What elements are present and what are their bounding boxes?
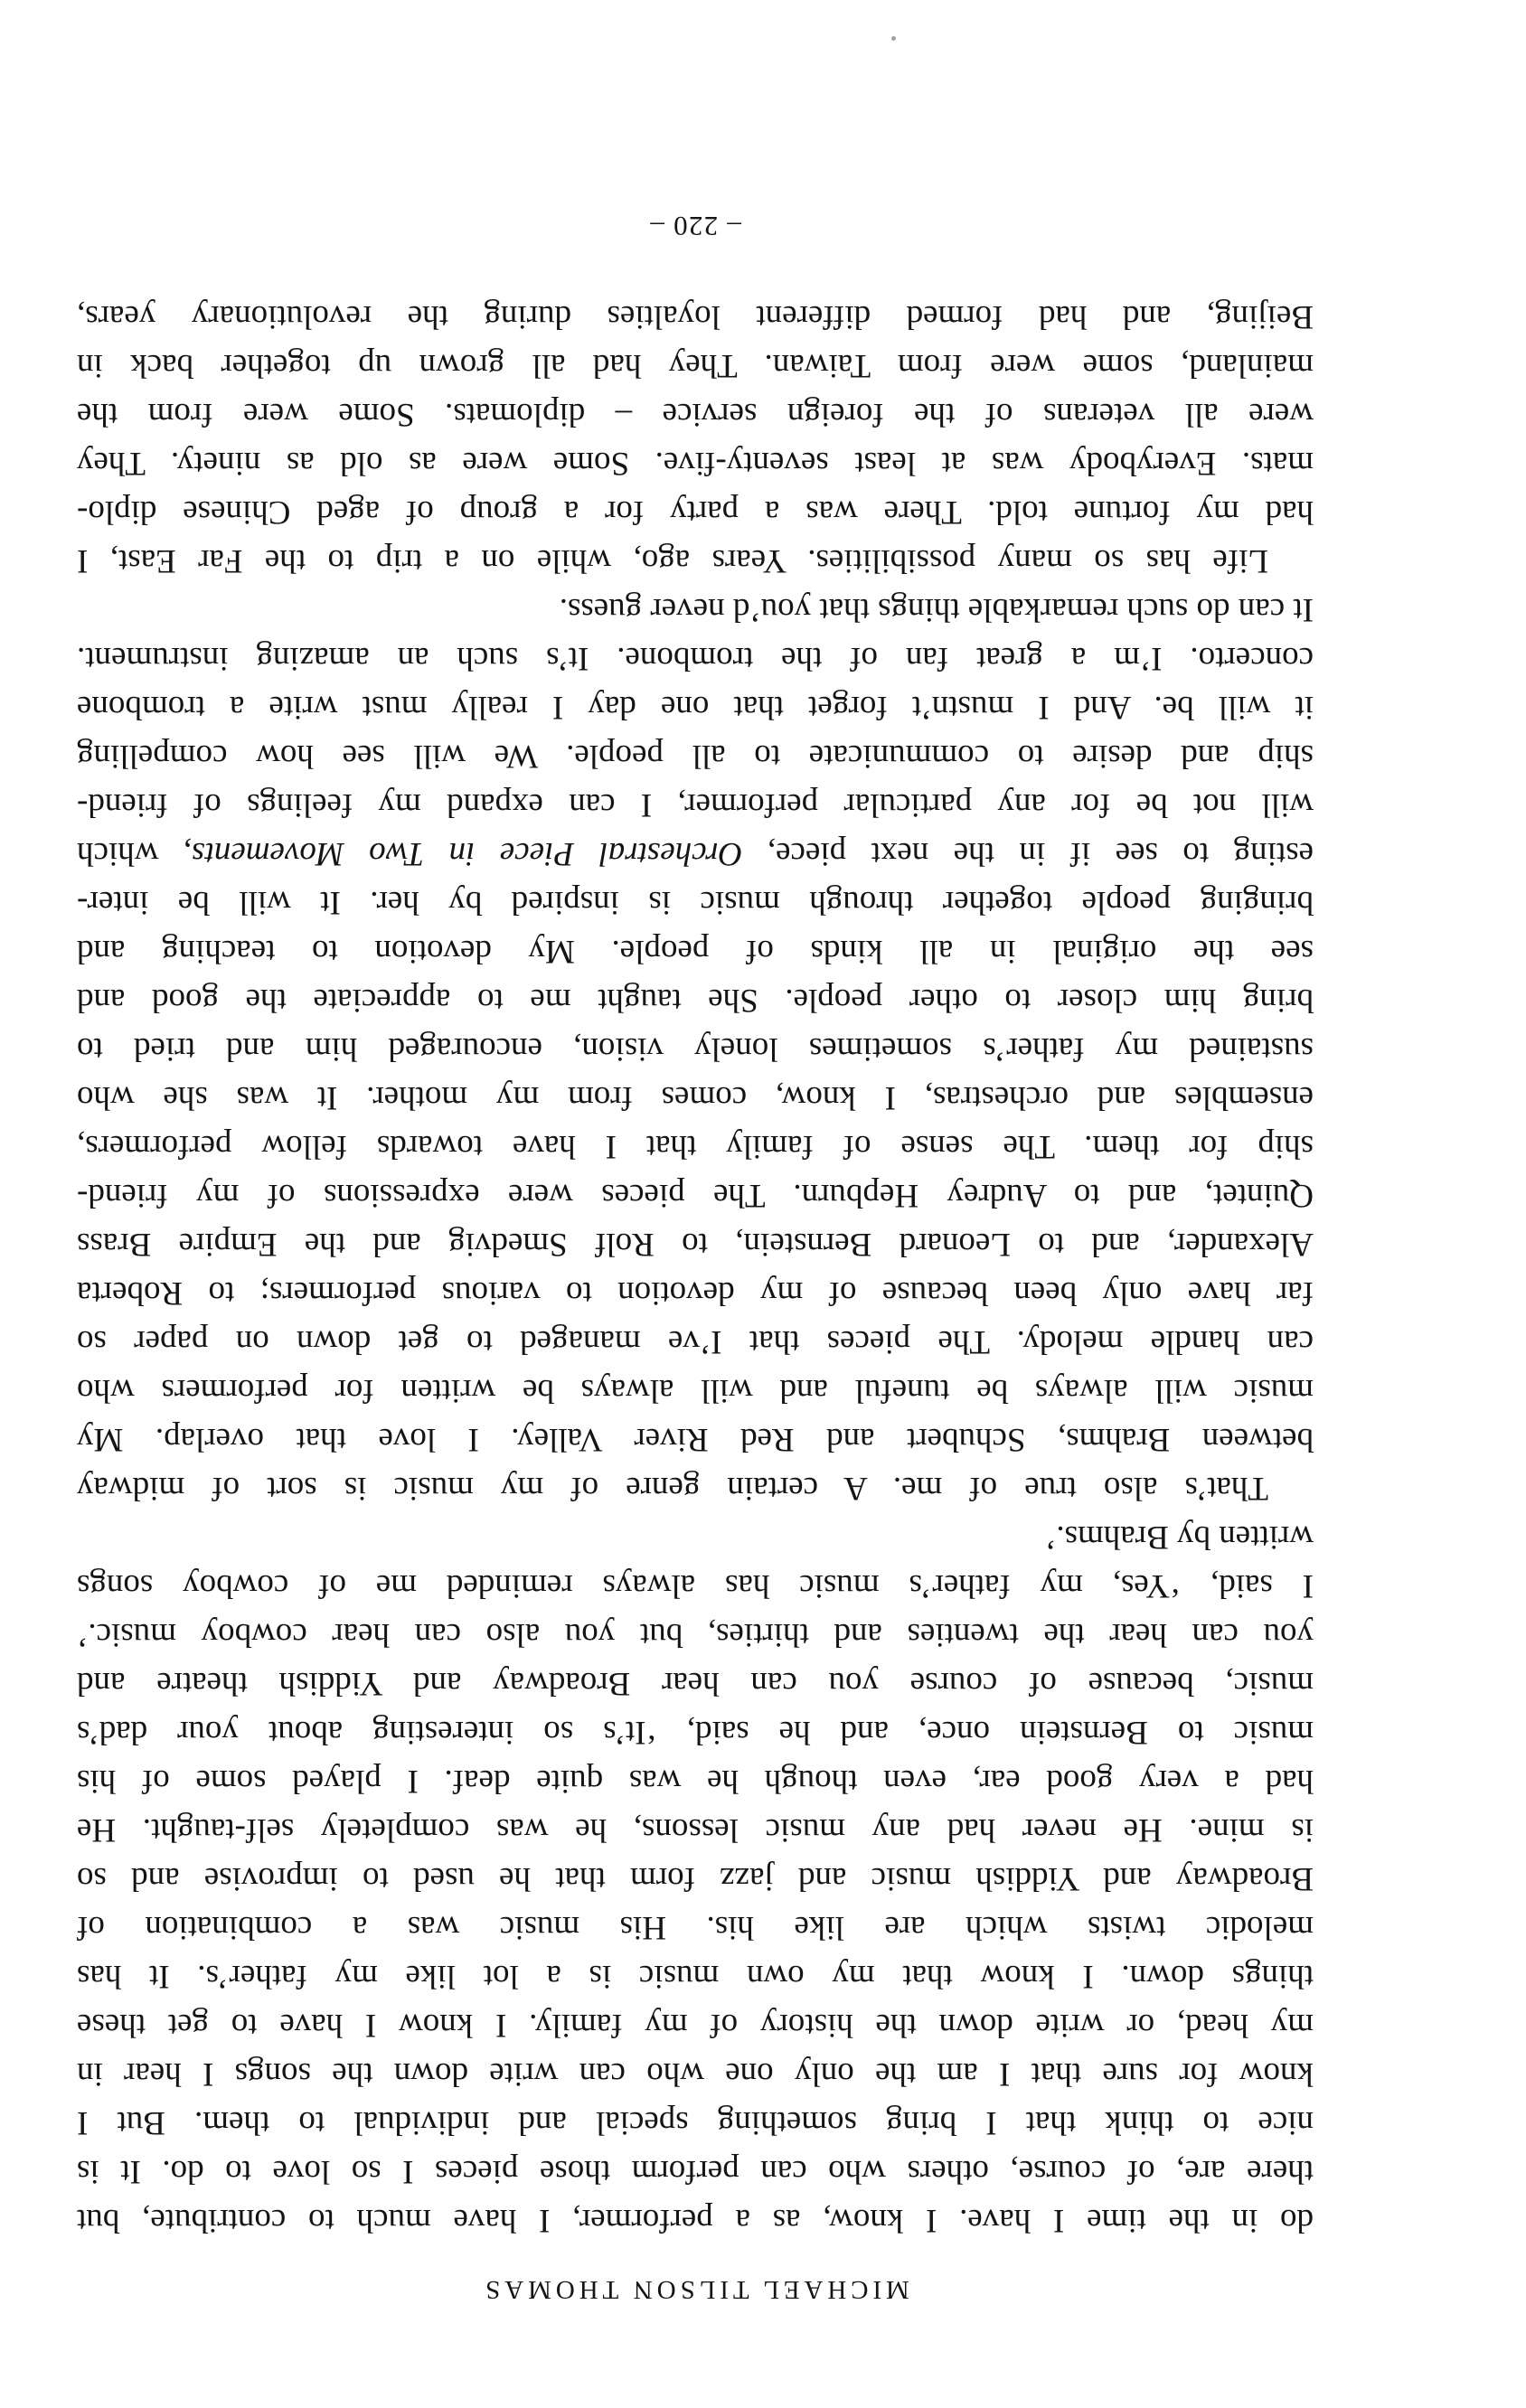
text-line: things down. I know that my own music is a lot like my father’s. It has [77,1958,1314,1995]
text-block [77,0,1314,2408]
text-line: do in the time I have. I know, as a performer, I have much to contribute, but [77,2202,1314,2239]
text-line: were all veterans of the foreign service – diplomats. Some were from the [77,396,1314,433]
text-line: there are, of course, others who can perform those pieces I so love to do. It is [77,2153,1314,2190]
text-line: see the original in all kinds of people. My devotion to teaching and [77,933,1314,970]
text-line: Broadway and Yiddish music and jazz form that he used to improvise and so [77,1860,1314,1897]
text-line: It can do such remarkable things that you’d never guess. [559,591,1314,628]
text-line: mats. Everybody was at least seventy-five. Some were as old as ninety. They [77,445,1314,482]
text-line: it will be. And I mustn’t forget that one day I really must write a trombone [77,689,1314,726]
text-line: ship and desire to communicate to all people. We will see how compelling [77,738,1314,775]
text-line: my head, or write down the history of my family. I know I have to get these [77,2007,1314,2044]
running-header: MICHAEL TILSON THOMAS [481,2275,909,2304]
text-line: can handle melody. The pieces that I’ve managed to get down on paper so [77,1323,1314,1360]
text-line: you can hear the twenties and thirties, but you also can hear cowboy music.’ [77,1616,1314,1653]
text-line: is mine. He never had any music lessons, he was completely self-taught. He [77,1811,1314,1848]
text-line: music will always be tuneful and will always be written for performers who [77,1372,1314,1409]
text-line: know for sure that I am the only one who can write down the songs I hear in [77,2055,1314,2093]
text-line: esting to see if in the next piece, Orchestral Piece in Two Movements, which [77,835,1314,872]
page-number: – 220 – [649,211,741,242]
text-line: between Brahms, Schubert and Red River Valley. I love that overlap. My [77,1421,1314,1458]
text-line: mainland, some were from Taiwan. They had all grown up together back in [77,347,1314,384]
text-line: had a very good ear, even though he was quite deaf. I played some of his [77,1763,1314,1800]
page-body [77,292,1314,2244]
text-line: ensembles and orchestras, I know, comes from my mother. It was she who [77,1079,1314,1116]
text-line: had my fortune told. There was a party for a group of aged Chinese diplo- [77,494,1314,531]
text-line: music to Bernstein once, and he said, ‘It’s so interesting about your dad’s [77,1714,1314,1751]
text-line: written by Brahms.’ [1045,1519,1314,1556]
text-line: sustained my father’s sometimes lonely vision, encouraged him and tried to [77,1030,1314,1068]
text-line: Alexander, and to Leonard Bernstein, to Rolf Smedvig and the Empire Brass [77,1226,1314,1263]
text-line: will not be for any particular performer, I can expand my feelings of friend- [77,786,1314,823]
text-line: Life has so many possibilities. Years ago, while on a trip to the Far East, I [77,542,1268,579]
text-line: music, because of course you can hear Broadway and Yiddish theatre and [77,1665,1314,1702]
text-line: bring him closer to other people. She taught me to appreciate the good and [77,982,1314,1019]
text-line: I said, ‘Yes, my father’s music has always reminded me of cowboy songs [77,1567,1314,1604]
text-line: bringing people together through music is inspired by her. It will be inter- [77,884,1314,921]
text-line: Beijing, and had formed different loyalties during the revolutionary years, [77,298,1314,335]
text-line: nice to think that I bring something special and individual to them. But I [77,2104,1314,2141]
text-line: concerto. I’m a great fan of the trombone. It’s such an amazing instrument. [77,640,1314,677]
text-line: far have only been because of my devotion to various performers; to Roberta [77,1275,1314,1312]
text-line: melodic twists which are like his. His music was a combination of [77,1909,1314,1946]
text-line: ship for them. The sense of family that I have towards fellow performers, [77,1128,1314,1165]
text-line: That’s also true of me. A certain genre of my music is sort of midway [77,1470,1268,1507]
text-line: Quintet, and to Audrey Hepburn. The pieces were expressions of my friend- [77,1177,1314,1214]
